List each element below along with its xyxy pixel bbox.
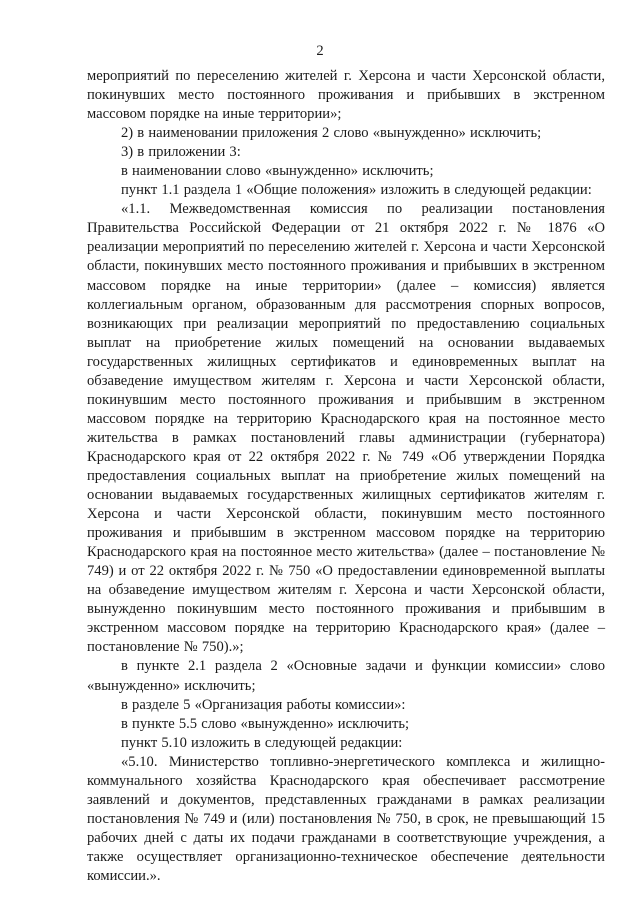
paragraph: пункт 5.10 изложить в следующей редакции: — [121, 734, 403, 751]
paragraph: в наименовании слово «вынужденно» исключить; — [121, 163, 434, 180]
paragraph: пункт 1.1 раздела 1 «Общие положения» изложить в следующей редакции: — [121, 182, 592, 199]
document-body — [87, 67, 605, 886]
paragraph: в разделе 5 «Организация работы комиссии»: — [121, 696, 406, 713]
paragraph: 3) в приложении 3: — [121, 144, 241, 161]
page-number: 2 — [316, 43, 324, 59]
paragraph: «1.1. Межведомственная комиссия по реализации постановления Правительства Российской Федерации от 21 октября 2022 г. № 1876 «О реализации мероприятий по переселению жителей г. Херсона и части Херсонской области, покинувших место постоянного проживания и прибывших в экстренном массовом порядке на иные территории» (далее – комиссия) является коллегиальным органом, образованным для рассмотрения спорных вопросов, возникающих при реализации мероприятий по предоставлению социальных выплат на приобретение жилых помещений на основании выдаваемых государственных жилищных сертификатов и единовременных выплат на обзаведение имуществом жителям г. Херсона и части Херсонской области, покинувшим место постоянного проживания и прибывшим в экстренном массовом порядке на территорию Краснодарского края на постоянное место жительства в рамках постановлений главы администрации (губернатора) Краснодарского края от 22 октября 2022 г. № 749 «Об утверждении Порядка предоставления социальных выплат на приобретение жилых помещений на основании выдаваемых государственных жилищных сертификатов жителям г. Херсона и части Херсонской области, покинувшим место постоянного проживания и прибывшим в экстренном массовом порядке на территорию Краснодарского края на постоянное место жительства» (далее – постановление № 749) и от 22 октября 2022 г. № 750 «О предоставлении единовременной выплаты на обзаведение имуществом жителям г. Херсона и части Херсонской области, вынужденно покинувшим место постоянного проживания и прибывшим в экстренном массовом порядке на территорию Краснодарского края» (далее – постановление № 750).»; — [87, 201, 605, 656]
paragraph: в пункте 2.1 раздела 2 «Основные задачи и функции комиссии» слово «вынужденно» исключить; — [87, 658, 605, 694]
paragraph: мероприятий по переселению жителей г. Херсона и части Херсонской области, покинувших место постоянного проживания и прибывших в экстренном массовом порядке на иные территории»; — [87, 68, 605, 123]
paragraph: в пункте 5.5 слово «вынужденно» исключить; — [121, 715, 410, 732]
paragraph: «5.10. Министерство топливно-энергетического комплекса и жилищно-коммунального хозяйства Краснодарского края обеспечивает рассмотрение заявлений и документов, представленных гражданами в рамках реализации постановления № 749 и (или) постановления № 750, в срок, не превышающий 15 рабочих дней с даты их подачи гражданами в соответствующие учреждения, а также осуществляет организационно-техническое обеспечение деятельности комиссии.». — [87, 753, 605, 884]
paragraph: 2) в наименовании приложения 2 слово «вынужденно» исключить; — [121, 125, 542, 142]
